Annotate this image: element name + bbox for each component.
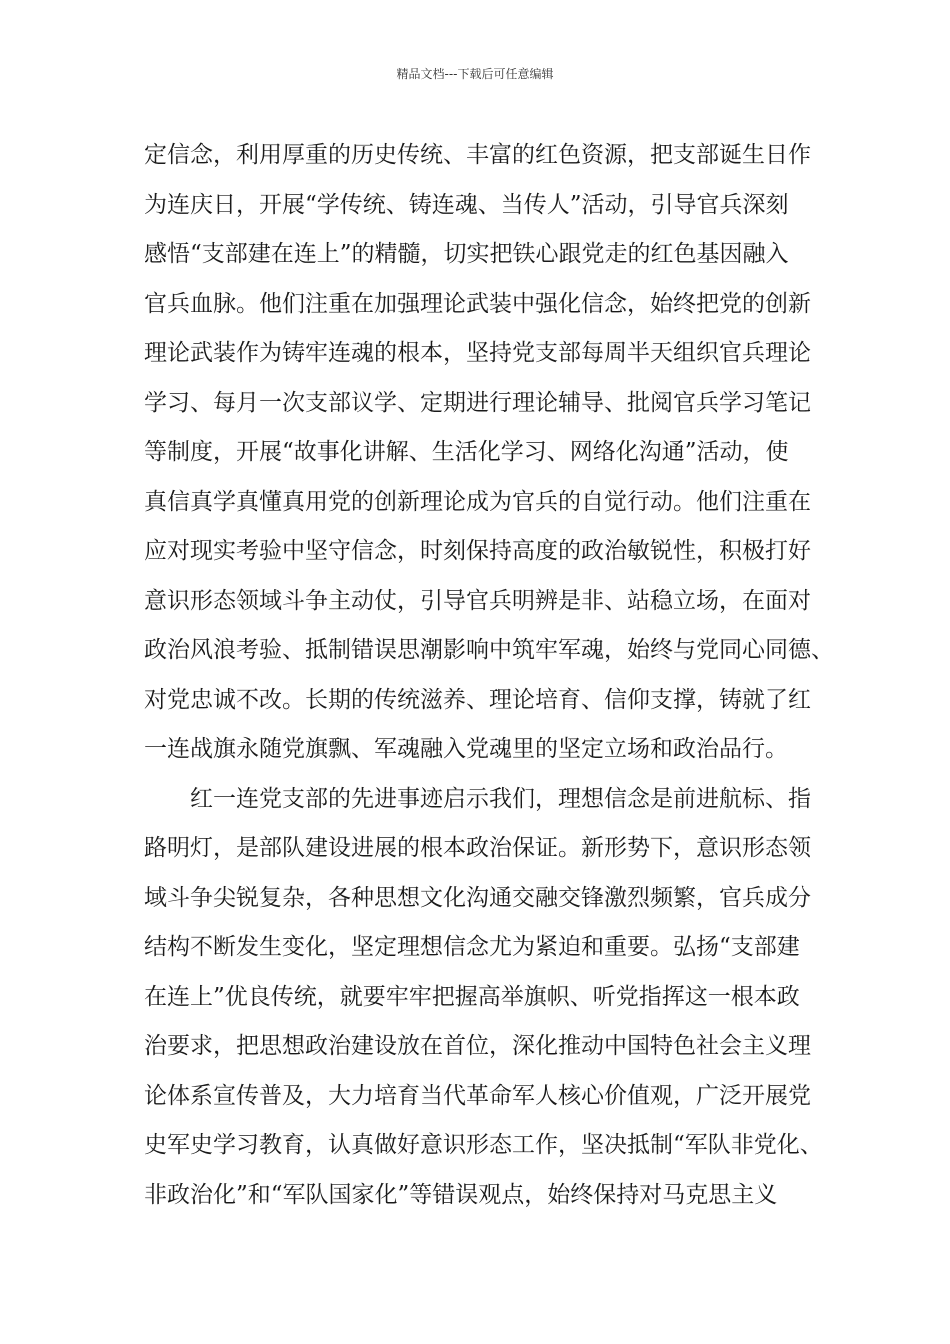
text-line: 一连战旗永随党旗飘、军魂融入党魂里的坚定立场和政治品行。 bbox=[144, 736, 788, 762]
text-line: 域斗争尖锐复杂，各种思想文化沟通交融交锋激烈频繁，官兵成分 bbox=[144, 884, 811, 911]
document-body bbox=[144, 131, 834, 1220]
text-line: 路明灯，是部队建设进展的根本政治保证。新形势下，意识形态领 bbox=[144, 835, 811, 861]
text-line: 非政治化”和“军队国家化”等错误观点，始终保持对马克思主义 bbox=[144, 1181, 778, 1208]
text-line: 学习、每月一次支部议学、定期进行理论辅导、批阅官兵学习笔记 bbox=[144, 389, 811, 416]
text-line: 结构不断发生变化，坚定理想信念尤为紧迫和重要。弘扬“支部建 bbox=[144, 934, 800, 960]
text-line: 对党忠诚不改。长期的传统滋养、理论培育、信仰支撑，铸就了红 bbox=[144, 686, 811, 713]
text-line: 感悟“支部建在连上”的精髓，切实把铁心跟党走的红色基因融入 bbox=[144, 241, 789, 267]
text-line: 等制度，开展“故事化讲解、生活化学习、网络化沟通”活动，使 bbox=[144, 439, 789, 465]
text-line: 官兵血脉。他们注重在加强理论武装中强化信念，始终把党的创新 bbox=[144, 290, 811, 317]
text-line: 真信真学真懂真用党的创新理论成为官兵的自觉行动。他们注重在 bbox=[144, 488, 811, 515]
text-line: 为连庆日，开展“学传统、铸连魂、当传人”活动，引导官兵深刻 bbox=[144, 191, 789, 218]
text-line: 意识形态领域斗争主动仗，引导官兵明辨是非、站稳立场，在面对 bbox=[144, 587, 811, 614]
text-line: 史军史学习教育，认真做好意识形态工作，坚决抵制“军队非党化、 bbox=[144, 1132, 823, 1158]
text-line: 定信念，利用厚重的历史传统、丰富的红色资源，把支部诞生日作 bbox=[144, 142, 811, 168]
page-header: 精品文档---下载后可任意编辑 bbox=[396, 67, 554, 81]
text-line: 政治风浪考验、抵制错误思潮影响中筑牢军魂，始终与党同心同德、 bbox=[144, 637, 834, 663]
text-line: 论体系宣传普及，大力培育当代革命军人核心价值观，广泛开展党 bbox=[144, 1082, 811, 1109]
text-line: 理论武装作为铸牢连魂的根本，坚持党支部每周半天组织官兵理论 bbox=[144, 340, 811, 366]
text-line: 治要求，把思想政治建设放在首位，深化推动中国特色社会主义理 bbox=[144, 1033, 811, 1059]
text-line: 应对现实考验中坚守信念，时刻保持高度的政治敏锐性，积极打好 bbox=[144, 538, 811, 564]
paragraph-first-line: 红一连党支部的先进事迹启示我们，理想信念是前进航标、指 bbox=[190, 785, 811, 812]
text-line: 在连上”优良传统，就要牢牢把握高举旗帜、听党指挥这一根本政 bbox=[144, 983, 800, 1010]
